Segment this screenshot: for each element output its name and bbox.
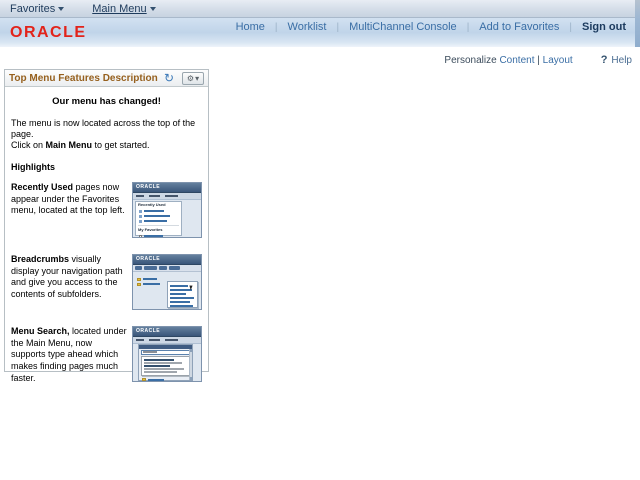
highlight-rest: visually display your navigation path and give you access to the contents of subfolders. <box>11 253 123 299</box>
highlight-breadcrumbs <box>11 254 202 310</box>
personalize-bar <box>0 54 632 66</box>
pagelet-header <box>5 70 208 87</box>
thumb-item-text <box>144 215 170 217</box>
favorites-menu-label: Favorites <box>10 2 56 15</box>
breadcrumb-segment <box>169 266 180 270</box>
highlight-text <box>11 326 129 384</box>
folder-icon <box>142 378 146 381</box>
highlights-heading: Highlights <box>11 161 55 172</box>
personalize-layout-link[interactable]: Layout <box>542 54 573 66</box>
page-icon <box>139 220 142 223</box>
intro-line2-post: to get started. <box>92 140 150 151</box>
thumb-item-text <box>144 220 167 222</box>
thumb-menu-item <box>136 339 144 341</box>
intro-main-menu-bold: Main Menu <box>45 140 93 151</box>
thumb-result-line <box>144 368 184 370</box>
help-question-icon[interactable]: ? <box>600 54 608 66</box>
thumb-item-text <box>143 283 160 285</box>
favorites-menu[interactable] <box>10 3 64 15</box>
highlight-lead: Breadcrumbs <box>11 253 70 264</box>
nav-home-link[interactable]: Home <box>235 21 265 33</box>
highlight-text <box>11 182 129 238</box>
top-menu-bar <box>0 0 640 18</box>
refresh-icon[interactable]: ↻ <box>163 71 174 85</box>
checkbox-icon <box>139 235 142 238</box>
thumb-menu-entry <box>170 297 194 299</box>
folder-icon <box>137 283 141 286</box>
header-edge-strip <box>635 0 640 47</box>
breadcrumb-segment <box>159 266 167 270</box>
highlight-rest: pages now appear under the Favorites menu, located at the top left. <box>11 181 125 216</box>
thumb-menu-item <box>149 339 160 341</box>
gear-icon: ⚙ <box>186 73 195 83</box>
highlight-text <box>11 254 129 310</box>
thumb-folder-list <box>136 276 160 286</box>
oracle-logo: ORACLE <box>10 24 87 41</box>
folder-icon <box>137 278 141 281</box>
thumb-menu-item <box>165 339 178 341</box>
thumb-subfolder-menu <box>167 281 198 308</box>
thumb-oracle-header <box>133 255 201 265</box>
nav-multichannel-console-link[interactable]: MultiChannel Console <box>349 21 457 33</box>
thumb-menu-entry <box>170 293 186 295</box>
thumb-oracle-logo: ORACLE <box>136 184 161 191</box>
header-band <box>0 18 640 47</box>
divider <box>138 225 179 226</box>
thumb-menu-row <box>139 235 179 238</box>
thumb-menu-entry <box>170 285 188 287</box>
main-menu[interactable] <box>92 3 155 15</box>
thumb-result-line <box>144 365 170 367</box>
personalize-label: Personalize <box>444 54 497 66</box>
nav-separator: | <box>569 21 572 33</box>
breadcrumbs-thumbnail <box>132 254 202 310</box>
main-menu-label: Main Menu <box>92 2 147 15</box>
thumb-result-line <box>144 371 177 373</box>
chevron-down-icon: ▾ <box>195 73 200 83</box>
pagelet-heading: Our menu has changed! <box>52 96 161 107</box>
recently-used-thumbnail <box>132 182 202 238</box>
thumb-scrollbar <box>189 349 192 380</box>
breadcrumb-segment <box>135 266 142 270</box>
thumb-menu-bar <box>133 193 201 200</box>
thumb-menu-entry <box>170 301 190 303</box>
thumb-item-text <box>143 278 157 280</box>
top-menu-features-pagelet <box>4 69 209 383</box>
nav-separator: | <box>466 21 470 33</box>
thumb-menu-entry <box>170 289 192 291</box>
thumb-item-text <box>148 379 164 381</box>
page-icon <box>139 210 142 213</box>
pagelet-title: Top Menu Features Description <box>9 72 158 84</box>
nav-separator: | <box>274 21 278 33</box>
thumb-result-line <box>144 359 174 361</box>
thumb-item-text <box>144 235 163 237</box>
thumb-typeahead-results <box>141 356 190 377</box>
breadcrumb-segment <box>144 266 157 270</box>
thumb-menu-item <box>136 195 144 197</box>
thumb-recently-used-label: Recently Used <box>138 201 166 207</box>
sign-out-link[interactable]: Sign out <box>582 21 626 33</box>
highlight-recently-used <box>11 182 202 238</box>
thumb-folder-row <box>137 278 160 281</box>
thumb-menu-row <box>139 220 179 223</box>
personalize-separator-glyph: | <box>537 54 540 66</box>
chevron-down-icon <box>150 7 156 11</box>
highlight-rest: located under the Main Menu, now supports type ahead which makes finding pages much faster. <box>11 325 127 383</box>
pagelet-body <box>5 87 208 384</box>
thumb-favorites-dropdown <box>135 201 182 236</box>
highlight-lead: Menu Search, <box>11 325 70 336</box>
nav-separator: | <box>336 21 340 33</box>
thumb-search-input <box>141 350 190 355</box>
nav-worklist-link[interactable]: Worklist <box>287 21 327 33</box>
nav-add-to-favorites-link[interactable]: Add to Favorites <box>479 21 560 33</box>
thumb-menu-item <box>149 195 160 197</box>
thumb-folder-row <box>142 378 192 381</box>
thumb-result-line <box>144 362 182 364</box>
thumb-menu-row <box>139 210 179 213</box>
thumb-menu-bar <box>133 337 201 344</box>
menu-search-thumbnail <box>132 326 202 382</box>
header-nav <box>236 21 626 33</box>
intro-paragraph <box>11 118 202 152</box>
chevron-down-icon <box>58 7 64 11</box>
intro-line2-pre: Click on <box>11 140 46 151</box>
highlight-lead: Recently Used <box>11 181 74 192</box>
thumb-oracle-header <box>133 183 201 193</box>
thumb-dropdown-titlebar <box>139 345 192 349</box>
intro-line1: The menu is now located across the top of the page. <box>11 117 196 140</box>
thumb-menu-row <box>139 215 179 218</box>
thumb-my-favorites-label: My Favorites <box>138 226 163 232</box>
thumb-menu-item <box>165 195 178 197</box>
thumb-menu-entry <box>170 305 193 307</box>
pagelet-options-button[interactable] <box>182 72 204 85</box>
help-link[interactable]: Help <box>611 54 632 66</box>
thumb-menu-entry <box>170 309 189 310</box>
thumb-search-text <box>143 351 157 353</box>
personalize-content-link[interactable]: Content <box>499 54 535 66</box>
thumb-oracle-header <box>133 327 201 337</box>
thumb-oracle-logo: ORACLE <box>136 328 161 335</box>
thumb-folder-row <box>137 283 160 286</box>
highlight-menu-search <box>11 326 202 384</box>
thumb-oracle-logo: ORACLE <box>136 256 161 263</box>
page-icon <box>139 215 142 218</box>
thumb-main-menu-dropdown <box>138 344 193 381</box>
thumb-breadcrumb-bar <box>133 265 201 272</box>
thumb-item-text <box>144 210 164 212</box>
